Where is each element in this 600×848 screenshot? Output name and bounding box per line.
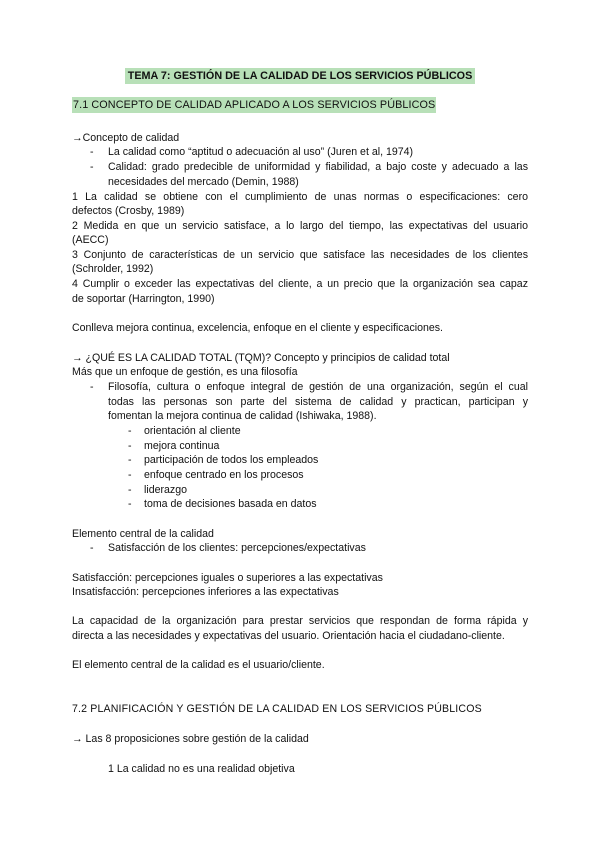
dash-bullet: - — [128, 425, 132, 437]
capacidad-line-1: La capacidad de la organización para prestar servicios que respondan de forma rápida y — [72, 615, 528, 627]
numbered-2: 2 Medida en que un servicio satisface, a lo largo del tiempo, las expectativas del usuario — [72, 220, 528, 232]
tqm-def-3: fomentan la mejora continua de calidad (Ishiwaka, 1988). — [108, 410, 377, 422]
dash-bullet: - — [90, 161, 94, 173]
page-title — [0, 70, 600, 82]
numbered-1: 1 La calidad se obtiene con el cumplimiento de unas normas o especificaciones: cero — [72, 191, 528, 203]
dash-bullet: - — [128, 498, 132, 510]
concepto-item-2-cont: necesidades del mercado (Demin, 1988) — [108, 176, 299, 188]
tqm-principle-5: liderazgo — [144, 484, 187, 496]
dash-bullet: - — [128, 454, 132, 466]
tqm-def-1: Filosofía, cultura o enfoque integral de gestión de una organización, según el cual — [108, 381, 528, 393]
satisfaccion-text: Satisfacción: percepciones iguales o superiores a las expectativas — [72, 572, 383, 584]
capacidad-line-2: directa a las necesidades y expectativas del usuario. Orientación hacia el ciudadano-cliente. — [72, 630, 505, 642]
page-title-text: TEMA 7: GESTIÓN DE LA CALIDAD DE LOS SERVICIOS PÚBLICOS — [125, 68, 476, 84]
dash-bullet: - — [90, 542, 94, 554]
dash-bullet: - — [90, 381, 94, 393]
tqm-principle-4: enfoque centrado en los procesos — [144, 469, 304, 481]
section-heading-7-1: 7.1 CONCEPTO DE CALIDAD APLICADO A LOS SERVICIOS PÚBLICOS — [73, 99, 436, 111]
dash-bullet: - — [128, 440, 132, 452]
elemento-central-text: El elemento central de la calidad es el usuario/cliente. — [72, 659, 325, 671]
dash-bullet: - — [128, 484, 132, 496]
concepto-item-1: La calidad como “aptitud o adecuación al uso” (Juren et al, 1974) — [108, 146, 414, 158]
numbered-3-cont: (Schrolder, 1992) — [72, 263, 154, 275]
tqm-def-2: todas las personas son parte del sistema de calidad y practican, participan y — [108, 396, 528, 408]
tqm-subheading: Más que un enfoque de gestión, es una filosofía — [72, 366, 298, 378]
conlleva-text: Conlleva mejora continua, excelencia, enfoque en el cliente y especificaciones. — [72, 322, 444, 334]
insatisfaccion-text: Insatisfacción: percepciones inferiores a las expectativas — [72, 586, 339, 598]
numbered-4: 4 Cumplir o exceder las expectativas del cliente, a un precio que la organización sea capaz — [72, 278, 528, 290]
section-heading-7-2: 7.2 PLANIFICACIÓN Y GESTIÓN DE LA CALIDAD EN LOS SERVICIOS PÚBLICOS — [72, 703, 482, 715]
numbered-4-cont: de soportar (Harrington, 1990) — [72, 293, 215, 305]
elemento-item: Satisfacción de los clientes: percepciones/expectativas — [108, 542, 366, 554]
proposiciones-heading: → Las 8 proposiciones sobre gestión de la calidad — [72, 733, 309, 745]
tqm-heading: → ¿QUÉ ES LA CALIDAD TOTAL (TQM)? Concepto y principios de calidad total — [72, 352, 450, 364]
elemento-heading: Elemento central de la calidad — [72, 528, 214, 540]
numbered-2-cont: (AECC) — [72, 234, 109, 246]
tqm-principle-3: participación de todos los empleados — [144, 454, 319, 466]
numbered-3: 3 Conjunto de características de un servicio que satisface las necesidades de los clientes — [72, 249, 528, 261]
concepto-heading: →Concepto de calidad — [72, 132, 180, 144]
numbered-1-cont: defectos (Crosby, 1989) — [72, 205, 185, 217]
dash-bullet: - — [128, 469, 132, 481]
tqm-principle-6: toma de decisiones basada en datos — [144, 498, 317, 510]
proposicion-1: 1 La calidad no es una realidad objetiva — [108, 763, 295, 775]
dash-bullet: - — [90, 146, 94, 158]
tqm-principle-2: mejora continua — [144, 440, 220, 452]
concepto-item-2: Calidad: grado predecible de uniformidad y fiabilidad, a bajo coste y adecuado a las — [108, 161, 528, 173]
tqm-principle-1: orientación al cliente — [144, 425, 241, 437]
